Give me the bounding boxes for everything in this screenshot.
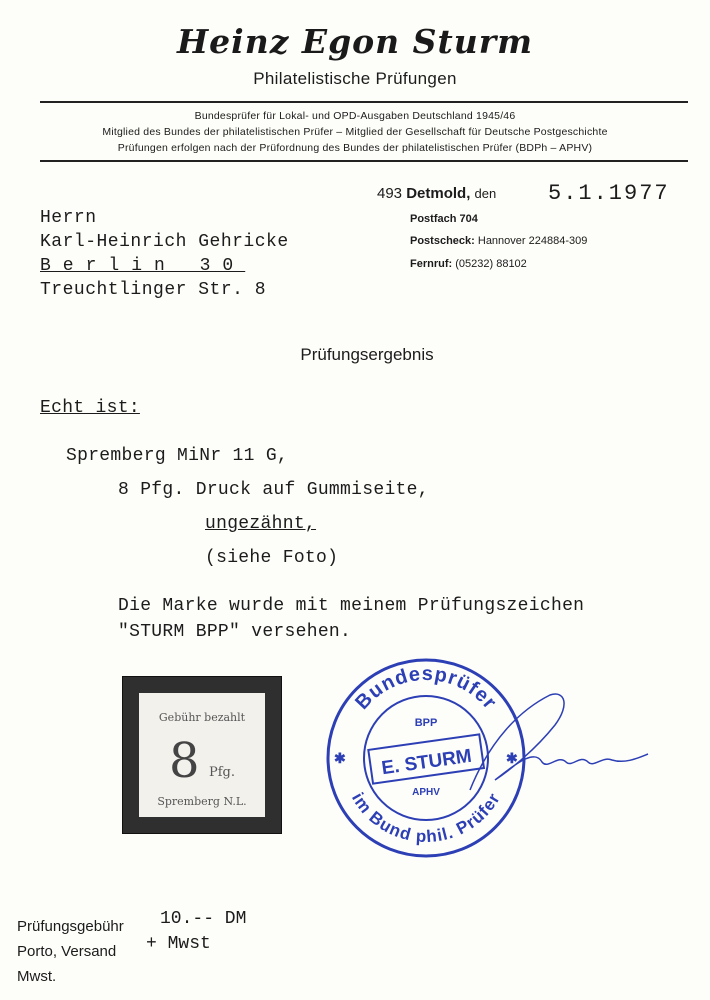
stamp-image <box>139 693 265 817</box>
seal-star-right: ✱ <box>506 750 518 766</box>
recipient-salutation: Herrn <box>40 208 97 228</box>
result-heading: Prüfungsergebnis <box>300 345 434 364</box>
postcode: 493 <box>377 185 403 202</box>
place-line <box>377 185 496 202</box>
postfach: Postfach 704 <box>410 213 478 225</box>
stamp-photo <box>122 676 282 834</box>
recipient-city: Berlin 30 <box>40 256 246 276</box>
seal-bpp: BPP <box>414 717 438 729</box>
result-note-1: Die Marke wurde mit meinem Prüfungszeichen <box>118 596 585 616</box>
letterhead-name: Heinz Egon Sturm <box>176 22 534 61</box>
letterhead-subtitle: Philatelistische Prüfungen <box>253 69 457 88</box>
letterhead-line-1: Bundesprüfer für Lokal- und OPD-Ausgaben Deutschland 1945/46 <box>194 110 516 122</box>
fernruf <box>410 258 527 270</box>
postscheck-label: Postscheck: <box>410 235 475 247</box>
fee-value-2: + Mwst <box>146 934 211 954</box>
seal-star-left: ✱ <box>334 750 346 766</box>
seal-bottom-text: im Bund phil. Prüfer <box>348 789 504 847</box>
letterhead-line-3: Prüfungen erfolgen nach der Prüfordnung des Bundes der philatelistischen Prüfer (BDPh – APHV) <box>117 142 593 154</box>
echt-label: Echt ist: <box>40 398 140 418</box>
fee-label-1: Prüfungsgebühr <box>17 918 124 935</box>
letter-date: 5.1.1977 <box>548 181 670 206</box>
seal-top-text: Bundesprüfer <box>351 662 502 714</box>
recipient-name: Karl-Heinrich Gehricke <box>40 232 289 252</box>
fee-label-2: Porto, Versand <box>17 943 117 960</box>
result-item-1: Spremberg MiNr 11 G, <box>66 446 289 466</box>
result-note-2: "STURM BPP" versehen. <box>118 622 352 642</box>
signature <box>470 694 648 790</box>
bottom-rule <box>40 160 688 162</box>
result-item-4: (siehe Foto) <box>205 548 339 568</box>
postscheck-value: Hannover 224884-309 <box>477 235 588 247</box>
city: Detmold, <box>406 185 471 202</box>
svg-text:Bundesprüfer <box>351 663 501 714</box>
fernruf-label: Fernruf: <box>410 258 453 270</box>
stamp-bottom-text: Spremberg N.L. <box>157 795 247 808</box>
bundespruefer-seal <box>320 650 650 860</box>
result-item-3: ungezähnt, <box>205 514 317 534</box>
seal-name: E. STURM <box>380 745 474 780</box>
result-item-2: 8 Pfg. Druck auf Gummiseite, <box>118 480 429 500</box>
den-label: den <box>474 186 497 201</box>
stamp-unit: Pfg. <box>209 765 236 780</box>
stamp-value: 8 <box>169 733 200 789</box>
top-rule <box>40 101 688 103</box>
postscheck <box>410 235 587 247</box>
seal-aphv: APHV <box>412 787 440 798</box>
fernruf-value: (05232) 88102 <box>455 258 527 270</box>
stamp-top-text: Gebühr bezahlt <box>158 711 246 724</box>
fee-label-3: Mwst. <box>17 968 57 985</box>
letterhead-line-2: Mitglied des Bundes der philatelistischen Prüfer – Mitglied der Gesellschaft für Deutsche Postgeschichte <box>102 126 608 138</box>
fee-value-1: 10.-- DM <box>160 909 247 929</box>
recipient-street: Treuchtlinger Str. 8 <box>40 280 267 300</box>
